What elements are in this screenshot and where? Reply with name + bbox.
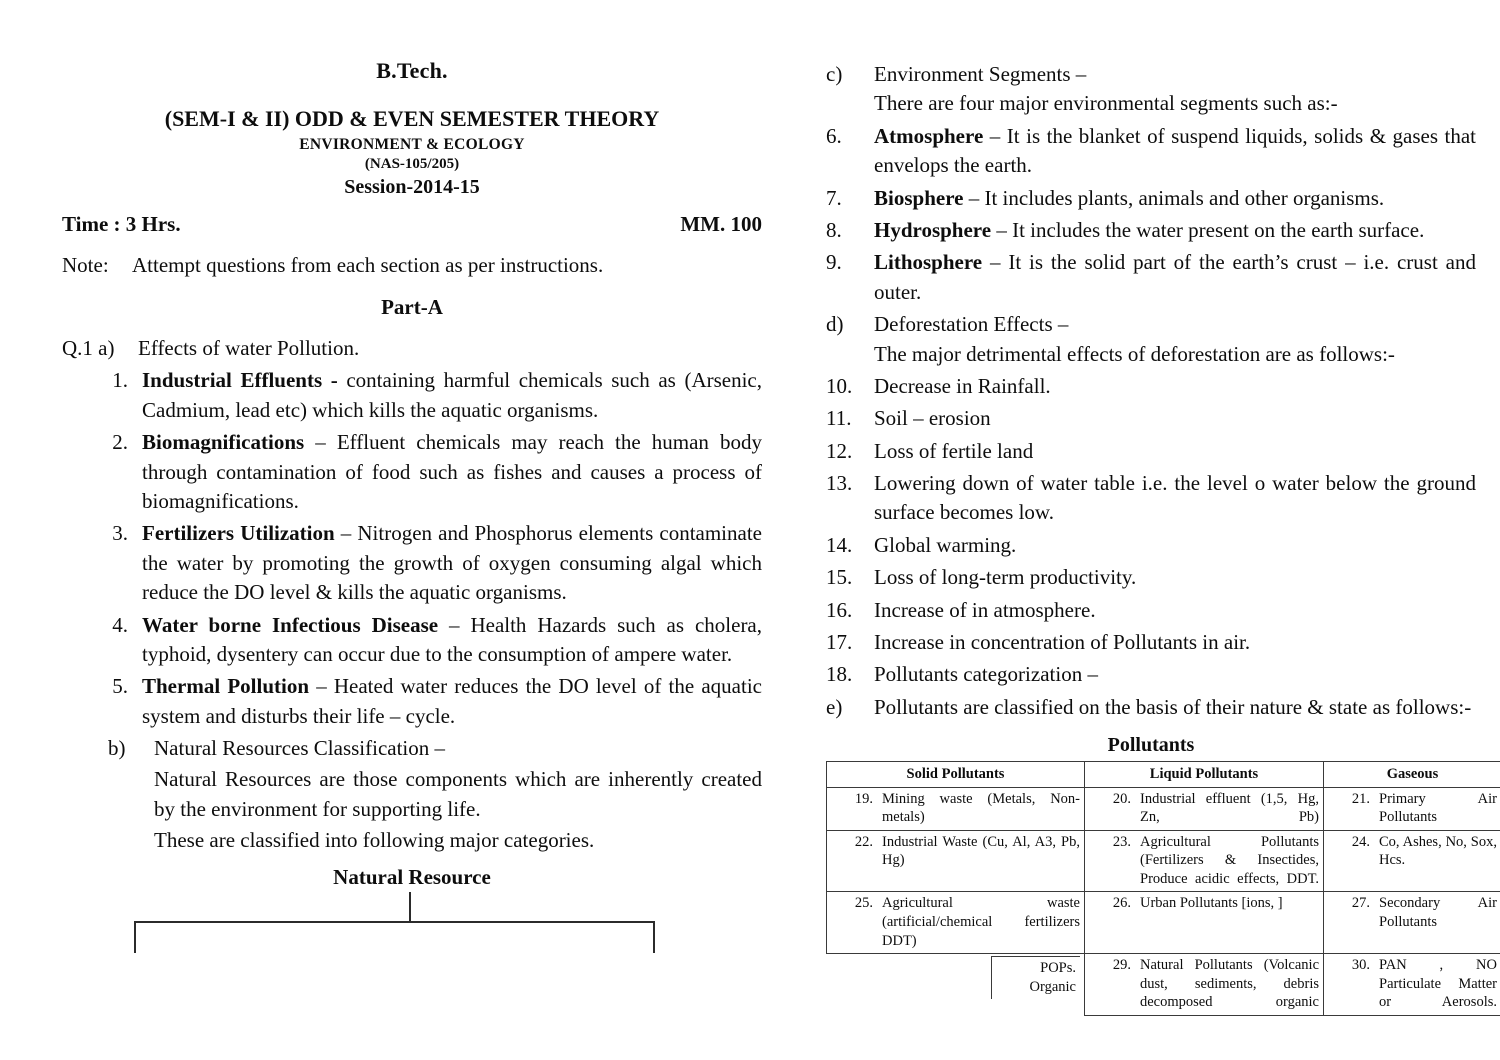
cell-number: 29. — [1112, 957, 1131, 974]
list-item — [826, 437, 1476, 466]
list-item — [826, 372, 1476, 401]
list-item-body — [142, 519, 762, 607]
list-item-number: 3. — [112, 521, 128, 546]
right-column — [826, 0, 1497, 1016]
cell-gaseous — [1324, 787, 1500, 830]
list-item-body — [142, 611, 762, 670]
list-item-title: Fertilizers Utilization — [142, 521, 341, 546]
table-row — [827, 954, 1500, 1016]
cell-text: POPs. Organic — [991, 956, 1080, 999]
list-item-text: Pollutants categorization – — [874, 662, 1098, 687]
part-b-paragraph-2: These are classified into following major categories. — [154, 828, 595, 853]
pollutants-table-title: Pollutants — [1107, 734, 1195, 757]
cell-liquid — [1085, 892, 1324, 954]
list-item-number: 17. — [826, 630, 853, 655]
list-item-number: 13. — [826, 471, 853, 496]
question-1-text: Effects of water Pollution. — [138, 336, 360, 360]
part-b-paragraph-1: Natural Resources are those components which are inherently created by the environment for supporting life. — [154, 767, 762, 821]
cell-text: Industrial effluent (1,5, Hg, Zn, Pb) — [1140, 790, 1319, 826]
tree-branch-right — [653, 921, 655, 953]
cell-text: Primary Air Pollutants — [1379, 790, 1497, 826]
list-item-number: 16. — [826, 597, 853, 622]
cell-text: Secondary Air Pollutants — [1379, 895, 1497, 931]
list-item-text: – Effluent chemicals may reach the human body through contamination of food such as fishes and causes a process of biomagnifications. — [142, 430, 762, 513]
natural-resource-tree-diagram — [62, 892, 762, 968]
list-item-number: 9. — [826, 250, 842, 275]
list-item-text: Loss of long-term productivity. — [874, 565, 1137, 590]
cell-solid — [827, 892, 1085, 954]
list-item-title: Biomagnifications — [142, 430, 316, 455]
list-item-text: Increase of in atmosphere. — [874, 597, 1096, 622]
list-item-number: 18. — [826, 662, 853, 687]
cell-text: Agricultural Pollutants (Fertilizers & Insectides, Produce acidic effects, DDT. — [1140, 833, 1319, 887]
list-item-number: 6. — [826, 123, 842, 148]
natural-resource-diagram-title: Natural Resource — [333, 864, 491, 889]
list-item-text: – Heated water reduces the DO level of the aquatic system and disturbs their life – cycle. — [142, 674, 762, 728]
list-item-text: – It is the blanket of suspend liquids, solids & gases that envelops the earth. — [874, 123, 1477, 178]
list-item — [826, 184, 1476, 213]
list-item-number: 2. — [112, 430, 128, 455]
list-item-number: 4. — [112, 612, 128, 637]
list-item-text: Soil – erosion — [874, 406, 991, 431]
cell-solid — [827, 787, 1085, 830]
list-item-number: 7. — [826, 185, 842, 210]
list-item-body — [142, 428, 762, 516]
cell-number: 30. — [1351, 957, 1370, 974]
list-item — [82, 519, 762, 607]
cell-gaseous — [1324, 892, 1500, 954]
part-d-row — [826, 310, 1476, 369]
part-c-heading: Environment Segments – — [874, 62, 1087, 86]
list-item-text: – It includes the water present on the earth surface. — [996, 217, 1425, 242]
part-b-marker: b) — [108, 736, 126, 761]
part-b-body — [154, 734, 762, 856]
part-e-marker: e) — [826, 694, 843, 719]
table-row — [827, 787, 1500, 830]
part-b-row — [108, 734, 762, 856]
part-c-body — [874, 60, 1476, 119]
cell-solid-continuation — [827, 954, 1085, 1016]
cell-number: 20. — [1112, 790, 1131, 807]
cell-liquid — [1085, 830, 1324, 892]
tree-branch-left — [134, 921, 136, 953]
list-item — [826, 660, 1476, 689]
list-item — [82, 672, 762, 731]
list-item — [82, 428, 762, 516]
cell-text: Natural Pollutants (Volcanic dust, sediments, debris decomposed organic — [1140, 957, 1319, 1011]
subject-title: ENVIRONMENT & ECOLOGY — [299, 136, 525, 153]
list-item-body — [874, 216, 1476, 245]
list-item — [826, 122, 1476, 181]
table-header-row — [827, 762, 1500, 788]
list-item-number: 10. — [826, 373, 853, 398]
list-item-number: 8. — [826, 217, 842, 242]
list-item — [82, 366, 762, 425]
table-row — [827, 830, 1500, 892]
cell-liquid — [1085, 954, 1324, 1016]
question-1-row — [62, 334, 762, 363]
cell-text: Industrial Waste (Cu, Al, A3, Pb, Hg) — [882, 833, 1080, 869]
column-header-liquid: Liquid Pollutants — [1085, 762, 1324, 788]
left-column — [62, 0, 762, 968]
list-item-number: 15. — [826, 565, 853, 590]
list-item — [826, 216, 1476, 245]
note-label: Note: — [62, 253, 109, 277]
list-item-body — [874, 248, 1476, 307]
list-item-text: – It is the solid part of the earth’s crust – i.e. crust and outer. — [874, 250, 1476, 304]
part-c-marker: c) — [826, 62, 843, 86]
exam-title: (SEM-I & II) ODD & EVEN SEMESTER THEORY — [164, 106, 660, 131]
pollutants-table — [826, 761, 1500, 1016]
question-1-marker: Q.1 a) — [62, 336, 115, 360]
part-b-heading: Natural Resources Classification – — [154, 736, 446, 761]
cell-text: Urban Pollutants [ions, ] — [1140, 895, 1283, 912]
list-item — [826, 469, 1476, 528]
cell-gaseous — [1324, 830, 1500, 892]
cell-number: 21. — [1351, 790, 1370, 807]
list-item — [826, 531, 1476, 560]
cell-number: 27. — [1351, 895, 1370, 912]
list-item-text: Increase in concentration of Pollutants in air. — [874, 630, 1251, 655]
part-c-row — [826, 60, 1476, 119]
list-item-text: Decrease in Rainfall. — [874, 373, 1051, 398]
list-item-title: Water borne Infectious Disease — [142, 612, 450, 637]
list-item-text: Lowering down of water table i.e. the level o water below the ground surface becomes low. — [874, 471, 1476, 525]
time-marks-row — [62, 212, 762, 237]
column-header-solid: Solid Pollutants — [827, 762, 1085, 788]
list-item-number: 5. — [112, 674, 128, 699]
cell-number: 24. — [1351, 833, 1370, 850]
list-item-number: 11. — [826, 406, 852, 431]
tree-stem-line — [409, 892, 411, 922]
list-item-number: 12. — [826, 438, 853, 463]
subject-code: (NAS-105/205) — [364, 156, 460, 172]
part-e-row — [826, 693, 1476, 722]
list-item — [82, 611, 762, 670]
cell-text: Mining waste (Metals, Non-metals) — [882, 790, 1080, 826]
max-marks: MM. 100 — [680, 212, 762, 236]
cell-number: 19. — [854, 790, 873, 807]
list-item — [826, 563, 1476, 592]
table-row — [827, 892, 1500, 954]
list-item-title: Industrial Effluents - — [142, 368, 347, 393]
list-item-text: containing harmful chemicals such as (Arsenic, Cadmium, lead etc) which kills the aquatic organisms. — [142, 368, 763, 422]
part-d-paragraph: The major detrimental effects of deforestation are as follows:- — [874, 341, 1395, 366]
note-row — [62, 253, 762, 278]
list-item-body — [142, 672, 762, 731]
note-text: Attempt questions from each section as per instructions. — [132, 253, 604, 277]
part-c-paragraph: There are four major environmental segments such as:- — [874, 91, 1338, 116]
list-item-title: Thermal Pollution — [142, 674, 317, 699]
list-item — [826, 404, 1476, 433]
column-header-gaseous: Gaseous — [1324, 762, 1500, 788]
list-item-text: Loss of fertile land — [874, 438, 1034, 463]
time-allowed: Time : 3 Hrs. — [62, 212, 181, 236]
degree-title: B.Tech. — [376, 58, 448, 83]
cell-number: 22. — [854, 833, 873, 850]
cell-text: Agricultural waste (artificial/chemical fertilizers DDT) — [882, 895, 1080, 949]
cell-number: 26. — [1112, 895, 1131, 912]
list-item-text: – Nitrogen and Phosphorus elements contaminate the water by promoting the growth of oxygen consuming algal which reduce the DO level & kills the aquatic organisms. — [142, 521, 762, 605]
list-item — [826, 596, 1476, 625]
part-d-marker: d) — [826, 312, 844, 337]
cell-text: Co, Ashes, No, Sox, Hcs. — [1379, 833, 1497, 869]
list-item — [826, 628, 1476, 657]
list-item-title: Atmosphere — [874, 123, 990, 148]
list-item-text: – Health Hazards such as cholera, typhoid, dysentery can occur due to the consumption of ampere water. — [142, 612, 763, 666]
part-e-text: Pollutants are classified on the basis of their nature & state as follows:- — [874, 694, 1472, 719]
cell-gaseous — [1324, 954, 1500, 1016]
list-item-text: Global warming. — [874, 532, 1017, 557]
part-d-body — [874, 310, 1476, 369]
list-item-body — [874, 184, 1476, 213]
list-item-number: 1. — [112, 368, 128, 393]
list-item-title: Biosphere — [874, 185, 969, 210]
session-label: Session-2014-15 — [344, 176, 480, 198]
cell-text: PAN , NO Particulate Matter or Aerosols. — [1379, 957, 1497, 1011]
cell-number: 23. — [1112, 833, 1131, 850]
list-item-body — [142, 366, 762, 425]
list-item — [826, 248, 1476, 307]
list-item-title: Lithosphere — [874, 250, 990, 275]
cell-liquid — [1085, 787, 1324, 830]
list-item-body — [874, 122, 1476, 181]
part-d-heading: Deforestation Effects – — [874, 312, 1069, 337]
part-a-heading: Part-A — [381, 295, 443, 319]
list-item-text: – It includes plants, animals and other organisms. — [968, 185, 1385, 210]
cell-solid — [827, 830, 1085, 892]
list-item-title: Hydrosphere — [874, 217, 997, 242]
list-item-number: 14. — [826, 532, 853, 557]
cell-number: 25. — [854, 895, 873, 912]
tree-horizontal-connector — [134, 921, 655, 923]
